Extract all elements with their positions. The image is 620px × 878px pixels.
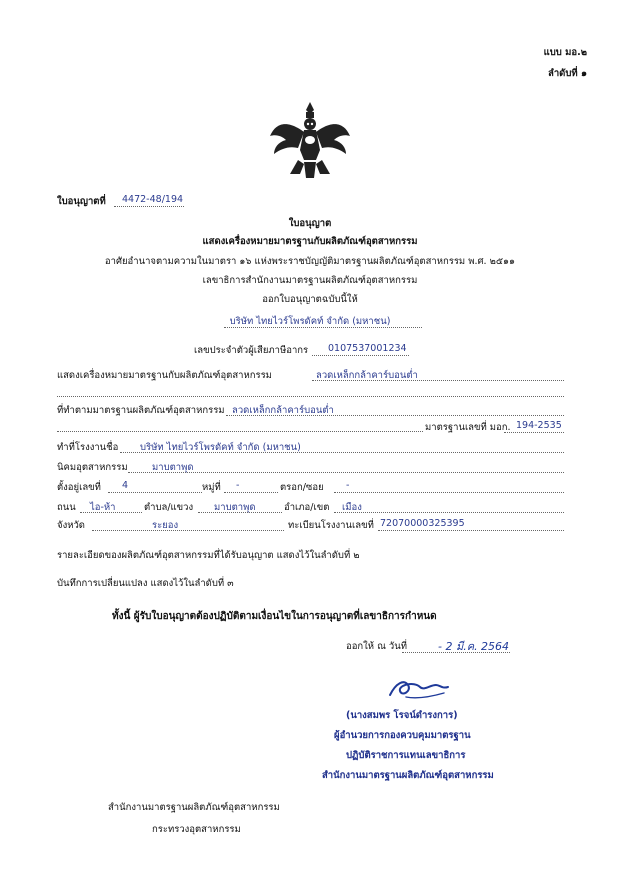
license-no-value: 4472-48/194: [122, 194, 184, 205]
issue-value: - 2 มี.ค. 2564: [438, 640, 510, 653]
district-line: [334, 512, 564, 513]
footer-line-1: สำนักงานมาตรฐานผลิตภัณฑ์อุตสาหกรรม: [108, 802, 280, 813]
factory-reg-label: ทะเบียนโรงงานเลขที่: [288, 520, 374, 531]
estate-label: นิคมอุตสาหกรรม: [57, 462, 128, 473]
subdistrict-label: ตำบล/แขวง: [144, 502, 194, 513]
license-no-line: [114, 206, 184, 207]
standard-no-value: 194-2535: [516, 420, 562, 431]
moo-label: หมู่ที่: [202, 482, 221, 493]
authority-line-1: อาศัยอำนาจตามความในมาตรา ๑๖ แห่งพระราชบัญญัติมาตรฐานผลิตภัณฑ์อุตสาหกรรม พ.ศ. ๒๕๑๑: [104, 256, 516, 267]
license-no-label: ใบอนุญาตที่: [57, 196, 106, 207]
moo-value: -: [236, 480, 240, 491]
province-line: [92, 530, 284, 531]
signer-title-2: ปฏิบัติราชการแทนเลขาธิการ: [346, 750, 466, 761]
standard-no-label: มาตรฐานเลขที่ มอก.: [425, 422, 511, 433]
address-no-value: 4: [122, 480, 129, 491]
signer-title-3: สำนักงานมาตรฐานผลิตภัณฑ์อุตสาหกรรม: [322, 770, 494, 781]
soi-label: ตรอก/ซอย: [280, 482, 324, 493]
tax-id-line: [312, 355, 409, 356]
province-label: จังหวัด: [57, 520, 85, 531]
order-label: ลำดับที่ ๑: [548, 68, 587, 79]
road-label: ถนน: [57, 502, 76, 513]
tax-id-label: เลขประจำตัวผู้เสียภาษีอากร: [194, 345, 309, 356]
form-code: แบบ มอ.๒: [543, 47, 587, 58]
standard-product: ลวดเหล็กกล้าคาร์บอนต่ำ: [232, 405, 334, 416]
change-note: บันทึกการเปลี่ยนแปลง แสดงไว้ในลำดับที่ ๓: [57, 578, 234, 589]
authority-line-2: เลขาธิการสำนักงานมาตรฐานผลิตภัณฑ์อุตสาหกรรม: [202, 275, 418, 286]
factory-reg-value: 72070000325395: [380, 518, 465, 529]
address-no-label: ตั้งอยู่เลขที่: [57, 482, 101, 493]
tax-id-value: 0107537001234: [328, 343, 407, 354]
soi-line: [334, 492, 564, 493]
issue-label: ออกให้ ณ วันที่: [346, 641, 408, 652]
signer-name: (นางสมพร โรจน์ดำรงการ): [346, 710, 458, 721]
footer-line-2: กระทรวงอุตสาหกรรม: [152, 824, 241, 835]
company-name: บริษัท ไทยไวร์โพรดัคท์ จำกัด (มหาชน): [229, 316, 391, 327]
province-value: ระยอง: [152, 520, 179, 531]
subdistrict-value: มาบตาพุด: [214, 502, 256, 513]
authority-line-3: ออกใบอนุญาตฉบับนี้ให้: [262, 294, 358, 305]
moo-line: [224, 492, 278, 493]
product-line-2: [57, 396, 564, 397]
address-no-line: [108, 492, 202, 493]
standard-no-line: [504, 432, 564, 433]
factory-label: ทำที่โรงงานชื่อ: [57, 442, 119, 453]
company-line: [224, 327, 422, 328]
garuda-emblem-icon: [268, 100, 352, 180]
factory-reg-line: [378, 530, 564, 531]
condition-note: ทั้งนี้ ผู้รับใบอนุญาตต้องปฏิบัติตามเงื่อนไขในการอนุญาตที่เลขาธิการกำหนด: [112, 611, 437, 622]
road-value: ไอ-ห้า: [90, 502, 116, 513]
district-label: อำเภอ/เขต: [284, 502, 330, 513]
soi-value: -: [346, 480, 350, 491]
mark-label: แสดงเครื่องหมายมาตรฐานกับผลิตภัณฑ์อุตสาหกรรม: [57, 370, 272, 381]
page-subtitle: แสดงเครื่องหมายมาตรฐานกับผลิตภัณฑ์อุตสาหกรรม: [202, 236, 418, 247]
district-value: เมือง: [342, 502, 362, 513]
standard-line-2: [57, 431, 423, 432]
standard-label: ที่ทำตามมาตรฐานผลิตภัณฑ์อุตสาหกรรม: [57, 405, 225, 416]
estate-value: มาบตาพุด: [152, 462, 194, 473]
page-title: ใบอนุญาต: [288, 218, 332, 229]
signer-title-1: ผู้อำนวยการกองควบคุมมาตรฐาน: [334, 730, 471, 741]
signature-icon: [386, 673, 452, 703]
detail-note: รายละเอียดของผลิตภัณฑ์อุตสาหกรรมที่ได้รับอนุญาต แสดงไว้ในลำดับที่ ๒: [57, 550, 360, 561]
product-name: ลวดเหล็กกล้าคาร์บอนต่ำ: [316, 370, 418, 381]
factory-value: บริษัท ไทยไวร์โพรดัคท์ จำกัด (มหาชน): [140, 442, 301, 453]
